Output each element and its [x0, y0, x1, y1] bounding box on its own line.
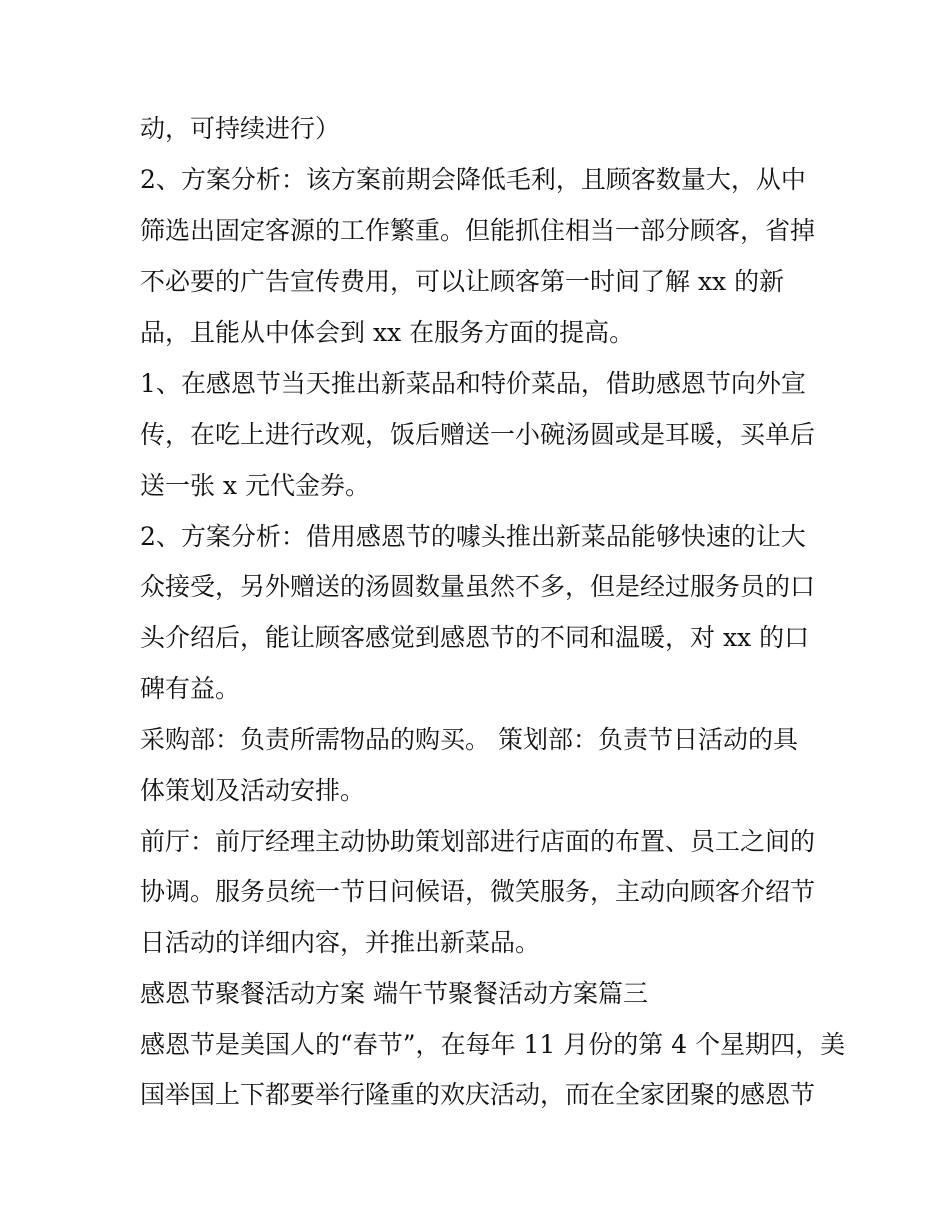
- text-line: 传，在吃上进行改观，饭后赠送一小碗汤圆或是耳暖，买单后: [140, 420, 816, 449]
- text-line: 筛选出固定客源的工作繁重。但能抓住相当一部分顾客，省掉: [140, 216, 816, 245]
- text-line: 前厅：前厅经理主动协助策划部进行店面的布置、员工之间的: [140, 827, 816, 856]
- text-line: 头介绍后，能让顾客感觉到感恩节的不同和温暖，对 xx 的口: [140, 623, 810, 652]
- text-line: 采购部：负责所需物品的购买。 策划部：负责节日活动的具: [140, 725, 798, 754]
- text-line: 品，且能从中体会到 xx 在服务方面的提高。: [140, 318, 635, 347]
- section-heading: 感恩节聚餐活动方案 端午节聚餐活动方案篇三: [140, 979, 648, 1008]
- text-line: 碑有益。: [140, 674, 241, 703]
- text-line: 2、方案分析：借用感恩节的噱头推出新菜品能够快速的让大: [140, 522, 806, 551]
- text-line: 体策划及活动安排。: [140, 776, 366, 805]
- text-line: 送一张 x 元代金券。: [140, 471, 370, 500]
- text-line: 不必要的广告宣传费用，可以让顾客第一时间了解 xx 的新: [140, 267, 785, 296]
- text-line: 众接受，另外赠送的汤圆数量虽然不多，但是经过服务员的口: [140, 572, 816, 601]
- text-line: 1、在感恩节当天推出新菜品和特价菜品，借助感恩节向外宣: [140, 369, 806, 398]
- text-line: 日活动的详细内容，并推出新菜品。: [140, 928, 541, 957]
- text-line: 国举国上下都要举行隆重的欢庆活动，而在全家团聚的感恩节: [140, 1080, 816, 1109]
- text-line: 2、方案分析：该方案前期会降低毛利，且顾客数量大，从中: [140, 165, 806, 194]
- text-line: 协调。服务员统一节日问候语，微笑服务，主动向顾客介绍节: [140, 877, 816, 906]
- text-line: 动，可持续进行）: [140, 114, 341, 143]
- text-line: 感恩节是美国人的“春节”，在每年 11 月份的第 4 个星期四，美: [140, 1030, 846, 1059]
